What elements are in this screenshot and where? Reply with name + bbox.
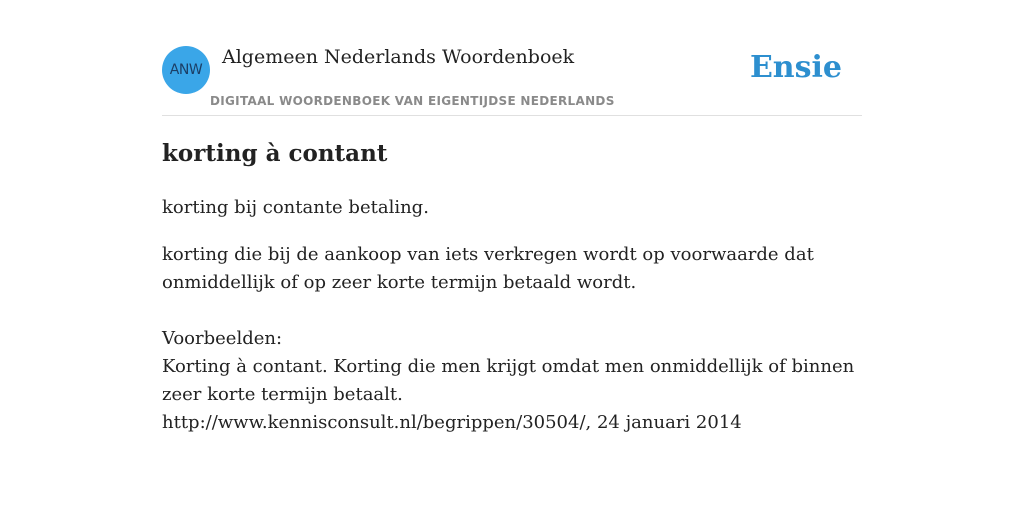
logo-text: ANW (169, 62, 203, 78)
header (162, 46, 862, 116)
example-text: Korting à contant. Korting die men krijgt omdat men onmiddellijk of binnen zeer korte termijn betaalt. (162, 356, 855, 405)
example-source: http://www.kennisconsult.nl/begrippen/30504/, 24 januari 2014 (162, 412, 742, 433)
long-definition: korting die bij de aankoop van iets verkregen wordt op voorwaarde dat onmiddellijk of op zeer korte termijn betaald wordt. (162, 244, 814, 293)
ensie-brand-logo[interactable]: Ensie (749, 50, 842, 85)
entry-term: korting à contant (162, 140, 388, 167)
entry-content (162, 138, 862, 437)
short-definition: korting bij contante betaling. (162, 197, 429, 218)
examples-block (162, 325, 862, 437)
examples-label: Voorbeelden: (162, 328, 283, 349)
anw-logo[interactable] (162, 46, 210, 94)
site-title[interactable]: Algemeen Nederlands Woordenboek (222, 46, 575, 68)
site-subtitle: DIGITAAL WOORDENBOEK VAN EIGENTIJDSE NEDERLANDS (210, 94, 615, 108)
